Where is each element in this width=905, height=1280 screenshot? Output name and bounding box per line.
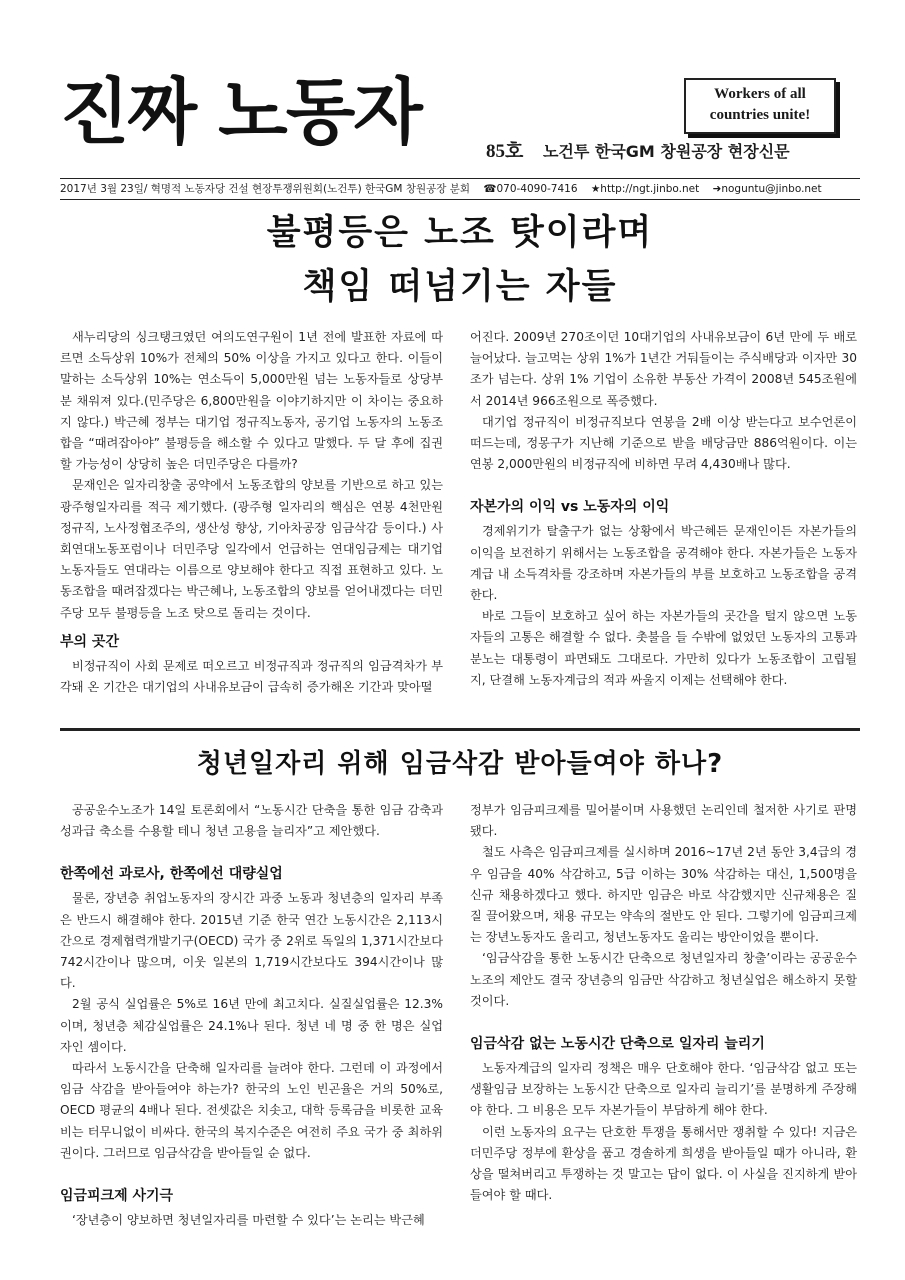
paragraph: 대기업 정규직이 비정규직보다 연봉을 2배 이상 받는다고 보수언론이 떠드는데, 정몽구가 지난해 기준으로 받을 배당금만 886억원이다. 이는 연봉 2,000만원의 비정규직에 비하면 무려 4,430배나 많다. bbox=[470, 414, 857, 472]
paragraph: 어진다. 2009년 270조이던 10대기업의 사내유보금이 6년 만에 두 배로 늘어났다. 늘고먹는 상위 1%가 1년간 거둬들이는 주식배당과 이자만 30조가 넘는다. 상위 1% 기업이 소유한 부동산 가격이 2008년 545조원에서 2014년 966조원으로 폭증했다. bbox=[470, 330, 857, 408]
paragraph: 철도 사측은 임금피크제를 실시하며 2016~17년 2년 동안 3,4급의 경우 임금을 40% 삭감하고, 5급 이하는 30% 삭감하는 대신, 1,500명을 신규 채용하겠다고 했다. 하지만 임금은 바로 삭감했지만 신규채용은 질질 끌어왔으며, 채용 규모는 약속의 절반도 안 된다. 그렇기에 임금피크제는 장년노동자도 울리고, 청년노동자도 울리는 방안이었을 뿐이다. bbox=[470, 845, 857, 945]
publisher-name: 노건투 한국GM 창원공장 현장신문 bbox=[542, 142, 790, 161]
article1-column-right bbox=[470, 327, 857, 691]
masthead bbox=[60, 62, 860, 177]
slogan-box bbox=[684, 78, 836, 134]
phone-number: ☎070-4090-7416 bbox=[483, 183, 578, 195]
issue-number: 85호 bbox=[486, 141, 524, 162]
article2-headline: 청년일자리 위해 임금삭감 받아들여야 하나? bbox=[196, 749, 724, 779]
paragraph: 바로 그들이 보호하고 싶어 하는 자본가들의 곳간을 털지 않으면 노동자들의 고통은 해결할 수 없다. 촛불을 들 수밖에 없었던 노동자의 고통과 분노는 대통령이 파면돼도 그대로다. 가만히 있다가 노동조합이 고립될지, 단결해 노동자계급의 적과 싸울지 이제는 선택해야 한다. bbox=[470, 609, 857, 687]
paragraph: 문재인은 일자리창출 공약에서 노동조합의 양보를 기반으로 하고 있는 광주형일자리를 적극 제기했다. (광주형 일자리의 핵심은 연봉 4천만원 정규직, 노사정협조주의, 생산성 향상, 기아차공장 임금삭감 등이다.) 사회연대노동포럼이나 더민주당 일각에서 언급하는 연대임금제는 대기업 노동자들도 연대라는 이름으로 양보해야 한다고 직접 표현하고 있다. 노동조합을 때려잡겠다는 박근혜나, 노동조합의 양보를 얻어내겠다는 더민주당 모두 불평등을 노조 탓으로 돌리는 것이다. bbox=[60, 478, 443, 620]
paragraph: 비정규직이 사회 문제로 떠오르고 비정규직과 정규직의 임금격차가 부각돼 온 기간은 대기업의 사내유보금이 급속히 증가해온 기간과 맞아떨 bbox=[60, 658, 443, 695]
paragraph: 새누리당의 싱크탱크였던 여의도연구원이 1년 전에 발표한 자료에 따르면 소득상위 10%가 전체의 50% 이상을 가지고 있다고 한다. 이들이 말하는 소득상위 10%는 연소득이 5,000만원 넘는 노동자들로 상당부분 채워져 있다.(민주당은 6,800만원을 이야기하지만 이 차이는 중요하지 않다.) 박근혜 정부는 대기업 정규직노동자, 공기업 노동자의 노동조합을 “때려잡아야” 불평등을 해소할 수 있다고 말했다. 두 달 후에 집권할 가능성이 상당히 높은 더민주당은 다를까? bbox=[60, 330, 443, 472]
paragraph: ‘장년층이 양보하면 청년일자리를 마련할 수 있다’는 논리는 박근혜 bbox=[72, 1213, 425, 1228]
article1-column-left bbox=[60, 327, 443, 698]
section-divider bbox=[60, 728, 860, 731]
subheading-wealth: 부의 곳간 bbox=[60, 633, 119, 650]
paragraph: 공공운수노조가 14일 토론회에서 “노동시간 단축을 통한 임금 감축과 성과급 축소를 수용할 테니 청년 고용을 늘리자”고 제안했다. bbox=[60, 803, 443, 839]
article1-headline-line1: 불평등은 노조 탓이라며 bbox=[266, 213, 654, 253]
issue-line bbox=[486, 136, 790, 163]
paragraph: 노동자계급의 일자리 정책은 매우 단호해야 한다. ‘임금삭감 없고 또는 생활임금 보장하는 노동시간 단축으로 일자리 늘리기’를 분명하게 주장해야 한다. 그 비용은 모두 자본가들이 부담하게 해야 한다. bbox=[470, 1061, 857, 1118]
paragraph: 2월 공식 실업률은 5%로 16년 만에 최고치다. 실질실업률은 12.3%이며, 청년층 체감실업률은 24.1%나 된다. 청년 네 명 중 한 명은 실업자인 셈이다. bbox=[60, 997, 443, 1054]
date-organization: 2017년 3월 23일/ 혁명적 노동자당 건설 현장투쟁위원회(노건투) 한국GM 창원공장 분회 bbox=[60, 183, 471, 195]
paragraph: 따라서 노동시간을 단축해 일자리를 늘려야 한다. 그런데 이 과정에서 임금 삭감을 받아들여야 하는가? 한국의 노인 빈곤율은 거의 50%로, OECD 평균의 4배나 된다. 전셋값은 치솟고, 대학 등록금을 비롯한 교육비는 터무니없이 비싸다. 한국의 복지수준은 여전히 주요 국가 중 최하위권이다. 그러므로 임금삭감을 받아들일 순 없다. bbox=[60, 1061, 443, 1160]
slogan-line-1: Workers of all bbox=[714, 86, 806, 102]
newspaper-title: 진짜 노동자 bbox=[60, 70, 421, 154]
subheading-no-wage-cut: 임금삭감 없는 노동시간 단축으로 일자리 늘리기 bbox=[470, 1036, 765, 1053]
slogan-line-2: countries unite! bbox=[709, 107, 811, 123]
paragraph: ‘임금삭감을 통한 노동시간 단축으로 청년일자리 창출’이라는 공공운수노조의 제안도 결국 장년층의 임금만 삭감하고 청년실업은 해소하지 못할 것이다. bbox=[470, 951, 857, 1008]
paragraph: 정부가 임금피크제를 밀어붙이며 사용했던 논리인데 철저한 사기로 판명됐다. bbox=[470, 803, 857, 839]
subheading-overwork: 한쪽에선 과로사, 한쪽에선 대량실업 bbox=[60, 866, 283, 883]
article1-headline-line2: 책임 떠넘기는 자들 bbox=[302, 267, 618, 307]
email-link[interactable]: ➜noguntu@jinbo.net bbox=[712, 183, 822, 195]
subheading-interest: 자본가의 이익 vs 노동자의 이익 bbox=[470, 499, 670, 516]
paragraph: 이런 노동자의 요구는 단호한 투쟁을 통해서만 쟁취할 수 있다! 지금은 더민주당 정부에 환상을 품고 경솔하게 희생을 받아들일 때가 아니라, 환상을 떨쳐버리고 투쟁하는 것 말고는 답이 없다. 이 사실을 진지하게 받아들여야 할 때다. bbox=[470, 1124, 857, 1203]
article2-column-left bbox=[60, 800, 443, 1231]
article2-column-right bbox=[470, 800, 857, 1206]
website-link[interactable]: ★http://ngt.jinbo.net bbox=[590, 183, 700, 195]
paragraph: 경제위기가 탈출구가 없는 상황에서 박근혜든 문재인이든 자본가들의 이익을 보전하기 위해서는 노동조합을 공격해야 한다. 자본가들은 노동자계급 내 소득격차를 강조하며 자본가들의 부를 보호하고 노동조합을 공격한다. bbox=[470, 524, 857, 603]
subheading-fraud: 임금피크제 사기극 bbox=[60, 1188, 174, 1205]
paragraph: 물론, 장년층 취업노동자의 장시간 과중 노동과 청년층의 일자리 부족은 반드시 해결해야 한다. 2015년 기준 한국 연간 노동시간은 2,113시간으로 경제협력개발기구(OECD) 국가 중 2위로 독일의 1,371시간보다 742시간이나 많으며, 이웃 일본의 1,719시간보다도 394시간이나 많다. bbox=[60, 891, 443, 991]
info-bar bbox=[60, 178, 860, 200]
